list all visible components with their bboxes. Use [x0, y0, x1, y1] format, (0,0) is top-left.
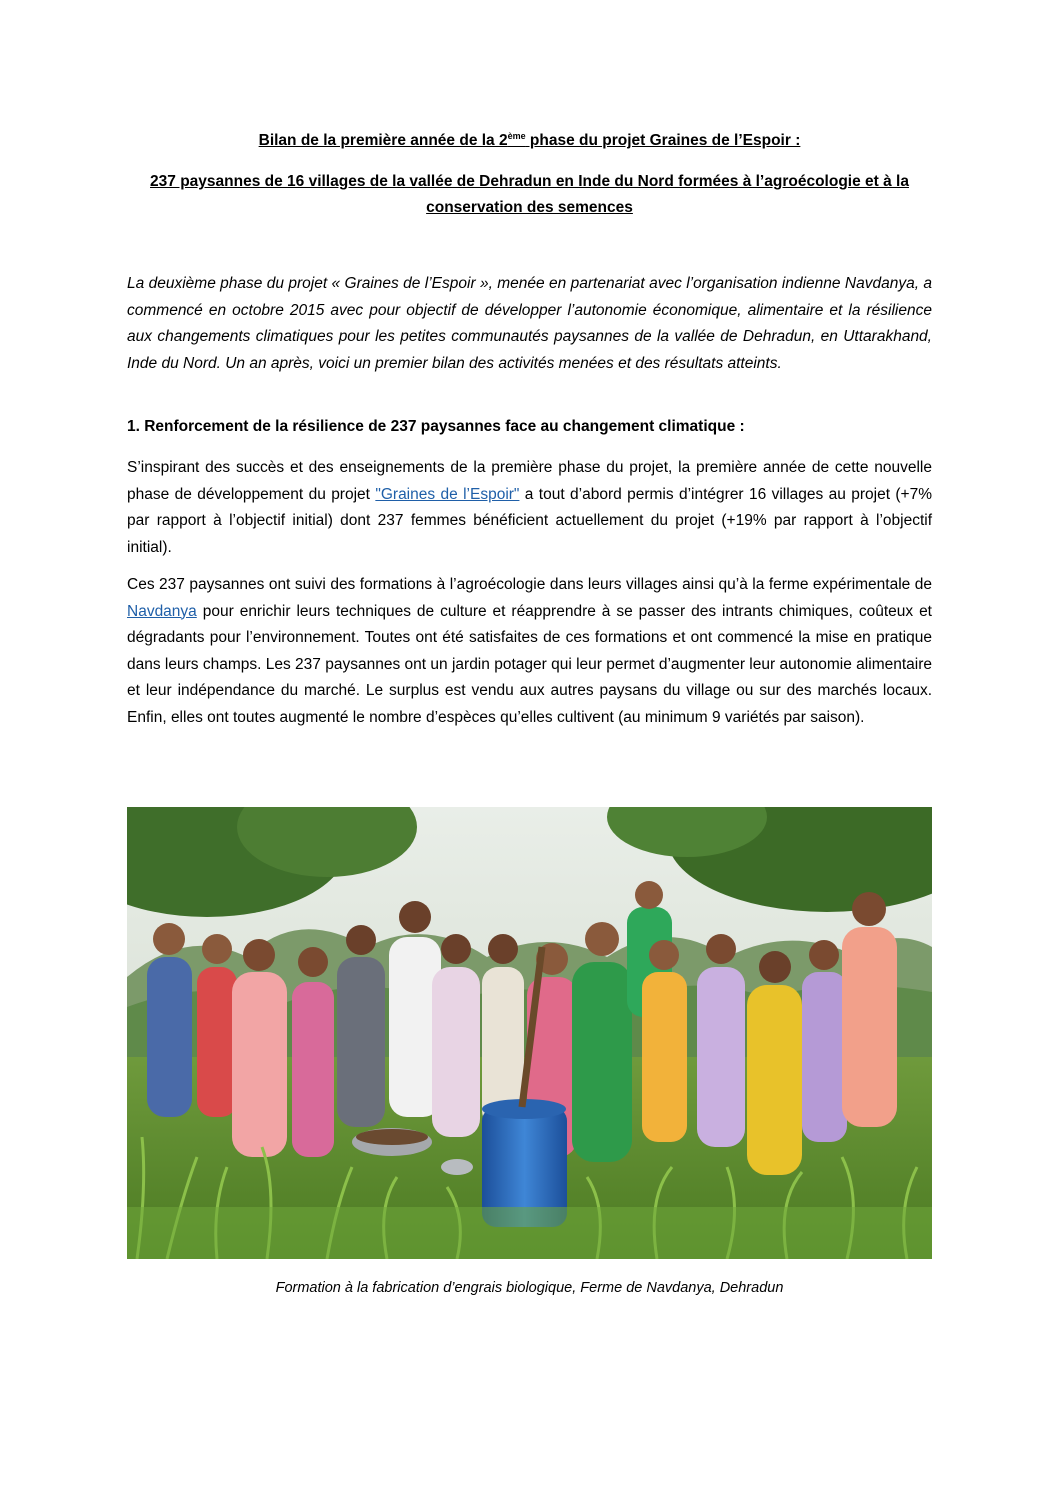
- paragraph-2-text-end: pour enrichir leurs techniques de culture et réapprendre à se passer des intrants chimiques, coûteux et dégradants pour l’environnement. Toutes ont été satisfaites de ces formations et ont commencé la mise en pratique dans leurs champs. Les 237 paysannes ont un jardin potager qui leur permet d’augmenter leur autonomie alimentaire et leur indépendance du marché. Le surplus est vendu aux autres paysans du village ou sur des marchés locaux. Enfin, elles ont toutes augmenté le nombre d’espèces qu’elles cultivent (au minimum 9 variétés par saison).: [127, 602, 932, 726]
- document-title: [127, 130, 932, 152]
- document-subtitle: 237 paysannes de 16 villages de la vallée de Dehradun en Inde du Nord formées à l’agroécologie et à la conservation des semences: [150, 173, 909, 216]
- paragraph-2: [127, 572, 932, 731]
- training-photo: [127, 807, 932, 1259]
- paragraph-1-text-end: a tout d’abord permis d’intégrer 16 villages au projet (+7% par rapport à l’objectif initial) dont 237 femmes bénéficient actuellement du projet (+19% par rapport à l’objectif initial).: [127, 485, 933, 556]
- navdanya-link[interactable]: Navdanya: [127, 602, 197, 620]
- paragraph-1-text-start: S’inspirant des succès et des enseignements de la première phase du projet, la première année de cette nouvelle phase de développement du projet: [127, 459, 932, 503]
- title-superscript: ème: [507, 130, 526, 141]
- photo-illustration: [127, 807, 932, 1259]
- section-heading: 1. Renforcement de la résilience de 237 paysannes face au changement climatique :: [127, 418, 745, 435]
- graines-espoir-link[interactable]: "Graines de l’Espoir": [375, 485, 520, 503]
- title-text-end: phase du projet Graines de l’Espoir :: [525, 132, 801, 149]
- intro-paragraph: La deuxième phase du projet « Graines de l’Espoir », menée en partenariat avec l’organisation indienne Navdanya, a commencé en octobre 2015 avec pour objectif de développer l’autonomie économique, alimentaire et la résilience aux changements climatiques pour les petites communautés paysannes de la vallée de Dehradun, en Uttarakhand, Inde du Nord. Un an après, voici un premier bilan des activités menées et des résultats atteints.: [127, 275, 932, 372]
- paragraph-1: [127, 455, 932, 561]
- photo-caption: Formation à la fabrication d’engrais biologique, Ferme de Navdanya, Dehradun: [275, 1280, 784, 1296]
- title-text-start: Bilan de la première année de la 2: [258, 132, 508, 149]
- paragraph-2-text-start: Ces 237 paysannes ont suivi des formations à l’agroécologie dans leurs villages ainsi qu’à la ferme expérimentale de: [127, 576, 932, 593]
